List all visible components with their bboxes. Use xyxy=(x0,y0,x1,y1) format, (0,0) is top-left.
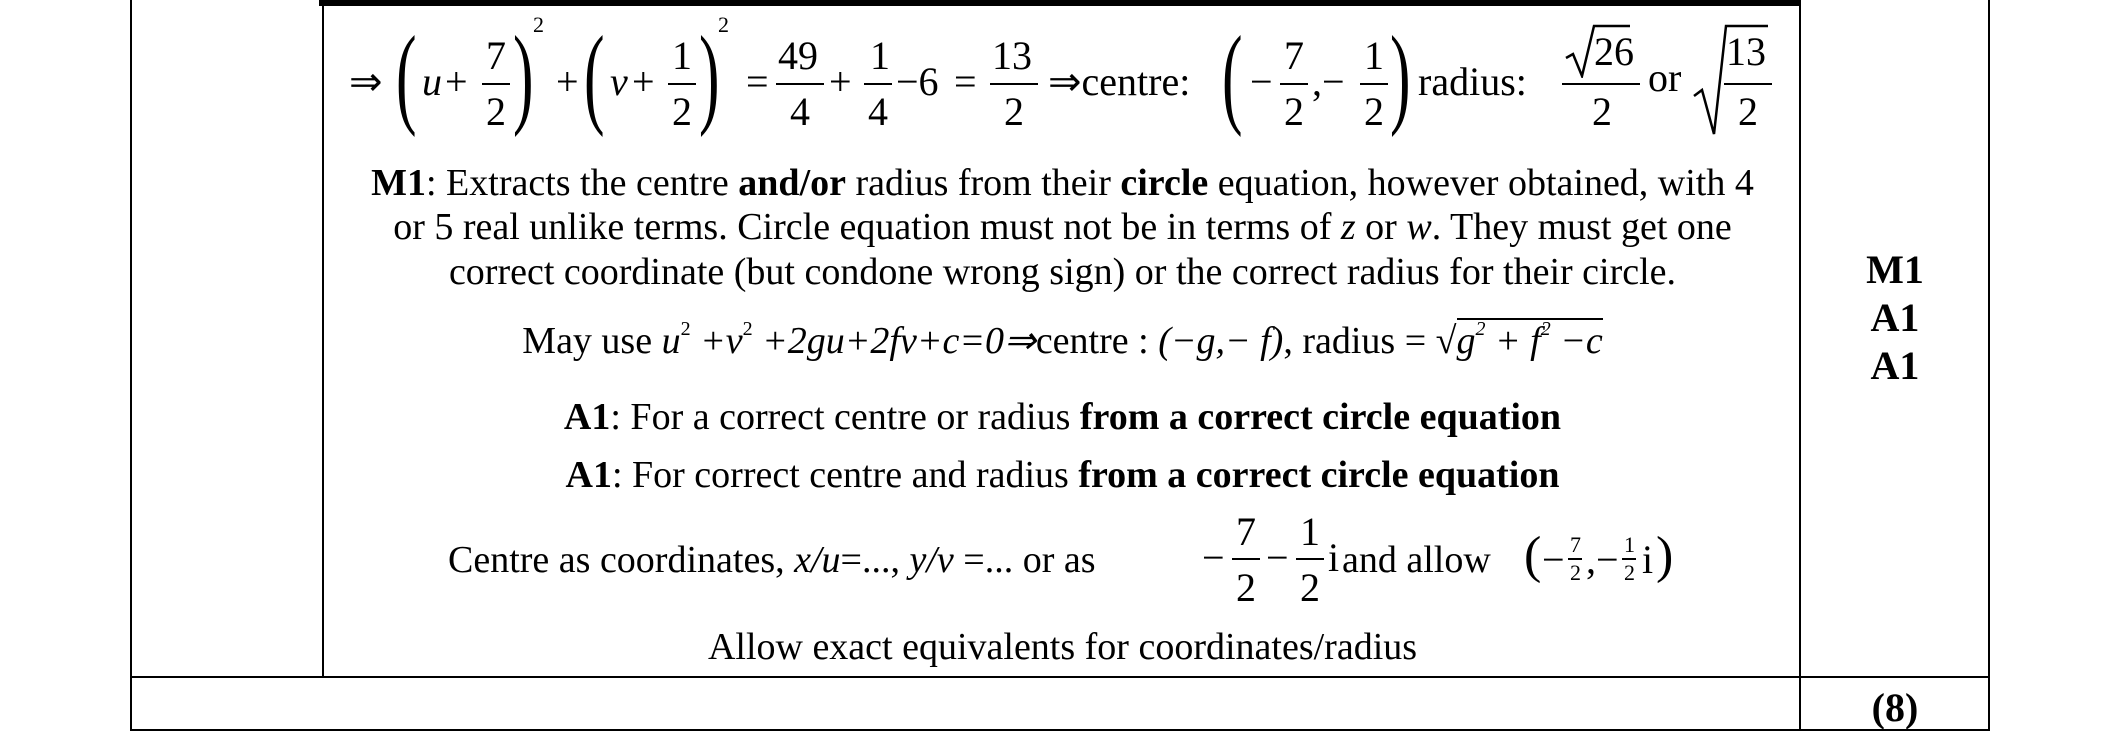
equals-sign: = xyxy=(954,59,977,104)
circle-eq: +v xyxy=(690,320,743,362)
sqrt-26-radicand: 26 xyxy=(1594,29,1634,74)
a1-note-1 xyxy=(324,394,1801,440)
frac-49-den: 4 xyxy=(790,89,810,134)
frac-49-num: 49 xyxy=(778,33,818,78)
open-paren-centre: ( xyxy=(1222,14,1243,138)
small-frac-num: 1 xyxy=(1624,532,1635,557)
var-z: z xyxy=(1340,206,1356,248)
close-paren-v: ) xyxy=(699,14,720,138)
left-outer-border xyxy=(130,0,132,731)
radius-term: g xyxy=(1456,320,1476,362)
note-text: equation, however obtained, with 4 xyxy=(1208,162,1754,204)
a1-note-2 xyxy=(324,452,1801,498)
note-text: =..., xyxy=(840,539,910,581)
frac-bar xyxy=(1296,558,1324,560)
centre-label: ⇒centre: xyxy=(1048,59,1191,104)
circle-eq: u xyxy=(661,320,681,362)
note-text: =... or as xyxy=(953,539,1096,581)
frac-13-num: 13 xyxy=(992,33,1032,78)
frac-quarter-num: 1 xyxy=(870,33,890,78)
small-frac-den: 2 xyxy=(1624,560,1635,585)
centre-coords-text xyxy=(448,540,1096,580)
frac-bar xyxy=(1280,83,1308,85)
frac-den: 2 xyxy=(1236,565,1256,610)
frac-bar xyxy=(668,83,696,85)
note-bold: and/or xyxy=(738,162,846,204)
frac-13-den: 2 xyxy=(1004,89,1024,134)
note-text: centre : xyxy=(1035,320,1159,362)
allow-exact-note: Allow exact equivalents for coordinates/radius xyxy=(707,626,1418,668)
note-text: or 5 real unlike terms. Circle equation must not be in terms of xyxy=(393,206,1341,248)
plus-sign: + xyxy=(556,59,579,104)
and-allow: and allow xyxy=(1342,539,1491,581)
note-bold: circle xyxy=(1120,162,1209,204)
square-exponent: 2 xyxy=(680,318,691,340)
close-paren-centre: ) xyxy=(1390,14,1411,138)
open-paren-u: ( xyxy=(396,14,417,138)
radius-term: −c xyxy=(1550,320,1603,362)
note-text: Centre as coordinates, xyxy=(448,539,795,581)
square-exponent: 2 xyxy=(742,318,753,340)
a1-code: A1 xyxy=(565,454,612,496)
centre-y-num: 1 xyxy=(1364,33,1384,78)
plus-sign: + xyxy=(445,59,468,104)
minus-sign: − xyxy=(1202,535,1225,580)
radius-label: radius: xyxy=(1418,59,1527,104)
note-text: or xyxy=(1355,206,1407,248)
frac-den: 2 xyxy=(1300,565,1320,610)
note-italic: x/u xyxy=(794,539,841,581)
note-bold: from a correct circle equation xyxy=(1078,454,1560,496)
m1-note-line1 xyxy=(324,160,1801,206)
frac-7-den: 2 xyxy=(486,89,506,134)
plus-sign: + xyxy=(829,59,852,104)
frac-1-num: 1 xyxy=(672,33,692,78)
top-thick-rule xyxy=(319,0,1801,6)
open-paren: ( xyxy=(1524,527,1542,584)
sqrt-26-den: 2 xyxy=(1592,89,1612,134)
sqrt-frac-den: 2 xyxy=(1738,89,1758,134)
comma-minus: ,− xyxy=(1312,59,1345,104)
m1-code: M1 xyxy=(371,162,426,204)
close-paren-u: ) xyxy=(513,14,534,138)
imag-unit: i xyxy=(1328,535,1340,580)
var-u: u xyxy=(422,59,442,104)
note-text: : Extracts the centre xyxy=(426,162,739,204)
note-text: radius from their xyxy=(846,162,1121,204)
plus-sign: + xyxy=(632,59,655,104)
comma-minus: ,− xyxy=(1586,537,1619,582)
square-exponent: 2 xyxy=(1475,318,1486,340)
mark-a1: A1 xyxy=(1870,295,1920,340)
frac-bar xyxy=(1232,558,1260,560)
square-exponent: 2 xyxy=(533,12,544,37)
sqrt-frac-num: 13 xyxy=(1726,29,1766,74)
var-v: v xyxy=(610,59,628,104)
frac-num: 7 xyxy=(1236,509,1256,554)
frac-bar xyxy=(776,83,824,85)
note-bold: from a correct circle equation xyxy=(1079,396,1562,438)
frac-bar xyxy=(990,83,1038,85)
square-exponent: 2 xyxy=(1540,318,1551,340)
note-text: . They must get one xyxy=(1431,206,1732,248)
row-divider xyxy=(130,676,1990,678)
frac-bar xyxy=(1724,83,1772,85)
sqrt-icon: √ xyxy=(1435,320,1457,362)
m1-note-line2 xyxy=(324,204,1801,250)
right-outer-border xyxy=(1988,0,1990,731)
m1-note-line3: correct coordinate (but condone wrong sign) or the correct radius for their circle. xyxy=(448,251,1677,293)
frac-bar xyxy=(1360,83,1388,85)
minus-sign: − xyxy=(1542,537,1565,582)
note-text: May use xyxy=(522,320,662,362)
square-exponent: 2 xyxy=(718,12,729,37)
small-frac-den: 2 xyxy=(1570,560,1581,585)
mark-a1: A1 xyxy=(1870,343,1920,388)
frac-bar xyxy=(1562,83,1640,85)
equals-sign: = xyxy=(746,59,769,104)
frac-quarter-den: 4 xyxy=(868,89,888,134)
centre-x-num: 7 xyxy=(1284,33,1304,78)
centre-x-den: 2 xyxy=(1284,89,1304,134)
note-italic: y/v xyxy=(909,539,954,581)
implies-arrow: ⇒ xyxy=(349,59,383,104)
var-w: w xyxy=(1406,206,1432,248)
imag-unit: i xyxy=(1642,537,1654,582)
frac-1-den: 2 xyxy=(672,89,692,134)
note-text: : For a correct centre or radius xyxy=(610,396,1080,438)
frac-num: 1 xyxy=(1300,509,1320,554)
centre-y-den: 2 xyxy=(1364,89,1384,134)
small-frac-num: 7 xyxy=(1570,532,1581,557)
frac-bar xyxy=(482,83,510,85)
mark-m1: M1 xyxy=(1866,247,1924,292)
total-marks: (8) xyxy=(1871,685,1919,730)
radius-term: + f xyxy=(1485,320,1541,362)
centre-formula: (−g,− f) xyxy=(1158,320,1284,362)
frac-bar xyxy=(864,83,892,85)
may-use-line xyxy=(324,318,1801,370)
circle-eq: +2gu+2fv+c=0⇒ xyxy=(752,320,1036,362)
minus-sign: − xyxy=(1250,59,1273,104)
frac-7-num: 7 xyxy=(486,33,506,78)
close-paren: ) xyxy=(1656,527,1674,584)
a1-code: A1 xyxy=(563,396,611,438)
or-word: or xyxy=(1648,55,1682,100)
radius-formula xyxy=(1457,318,1603,362)
note-text: , radius = xyxy=(1283,320,1436,362)
minus-sign: − xyxy=(1266,535,1289,580)
note-text: : For correct centre and radius xyxy=(611,454,1079,496)
open-paren-v: ( xyxy=(584,14,605,138)
minus-six: −6 xyxy=(896,59,939,104)
